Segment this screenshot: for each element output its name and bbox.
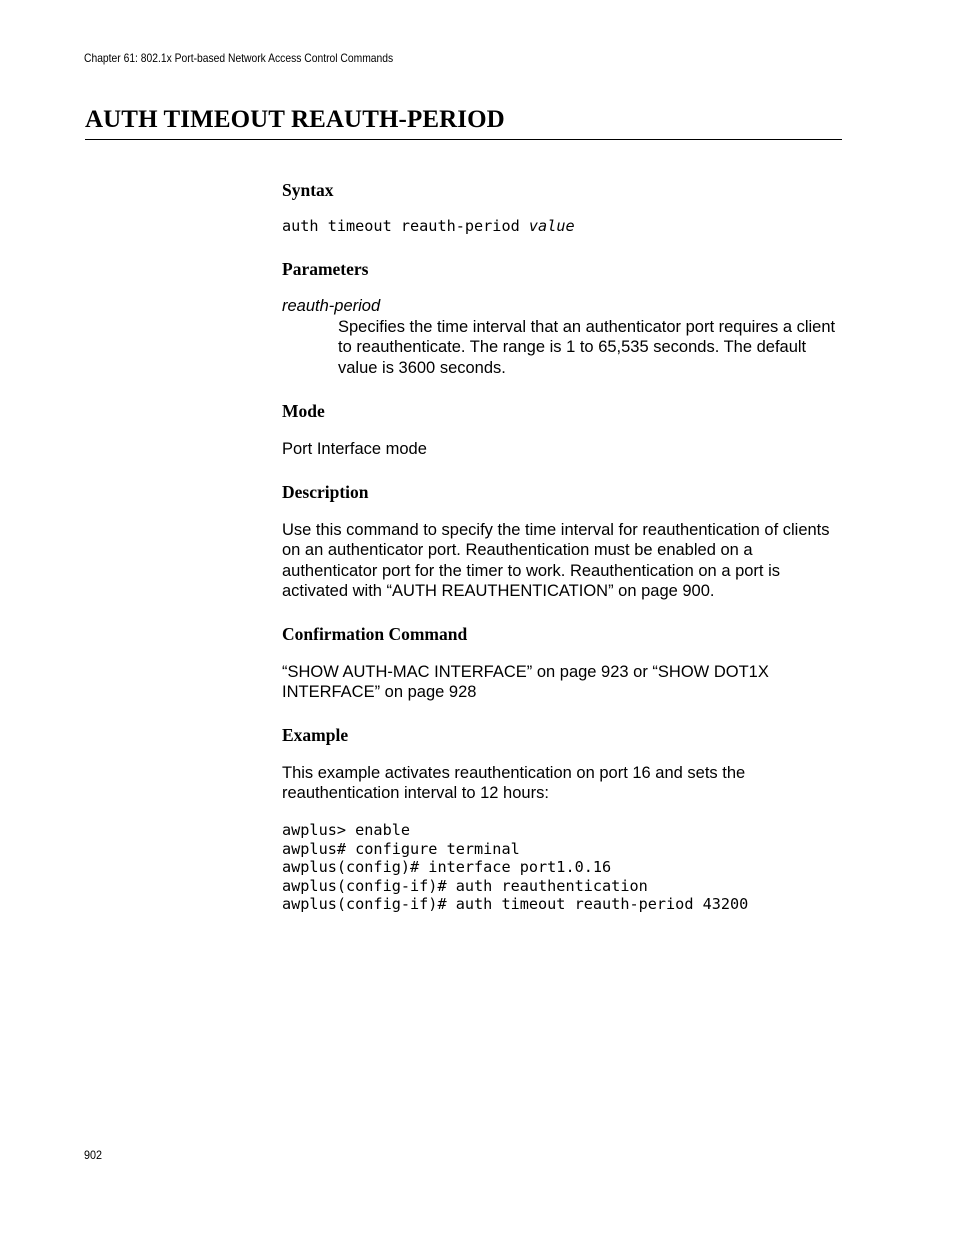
- parameters-heading: Parameters: [282, 259, 369, 279]
- code-line: awplus(config)# interface port1.0.16: [282, 858, 612, 877]
- parameter-name: reauth-period: [282, 297, 381, 315]
- description-heading: Description: [282, 482, 369, 502]
- parameter-description: Specifies the time interval that an authenticator port requires a client to reauthenticate. The range is 1 to 65,535 seconds. The default value is 3600 seconds.: [338, 318, 836, 377]
- mode-text: Port Interface mode: [282, 440, 427, 458]
- syntax-heading: Syntax: [282, 180, 334, 200]
- syntax-line: [282, 217, 575, 236]
- code-line: awplus# configure terminal: [282, 839, 520, 858]
- code-line: awplus(config-if)# auth reauthentication: [282, 876, 648, 895]
- confirmation-heading: Confirmation Command: [282, 624, 468, 644]
- syntax-command: auth timeout reauth-period: [282, 217, 520, 235]
- description-text: Use this command to specify the time interval for reauthentication of clients on an authenticator port. Reauthentication must be enabled on a authenticator port for the timer to work. Reauthentication on a port is activated with “AUTH REAUTHENTICATION” on page 900.: [282, 521, 830, 601]
- mode-heading: Mode: [282, 401, 325, 421]
- code-line: awplus(config-if)# auth timeout reauth-period 43200: [282, 895, 749, 914]
- page-title: AUTH TIMEOUT REAUTH-PERIOD: [85, 106, 505, 133]
- example-text: This example activates reauthentication on port 16 and sets the reauthentication interval to 12 hours:: [282, 764, 746, 803]
- example-code-block: [282, 821, 748, 914]
- syntax-arg: value: [528, 217, 575, 235]
- confirmation-text: “SHOW AUTH-MAC INTERFACE” on page 923 or “SHOW DOT1X INTERFACE” on page 928: [282, 663, 769, 702]
- chapter-header: Chapter 61: 802.1x Port-based Network Access Control Commands: [84, 51, 394, 65]
- page-number: 902: [84, 1148, 103, 1162]
- title-rule: [85, 139, 842, 140]
- code-line: awplus> enable: [282, 821, 411, 839]
- example-heading: Example: [282, 725, 349, 745]
